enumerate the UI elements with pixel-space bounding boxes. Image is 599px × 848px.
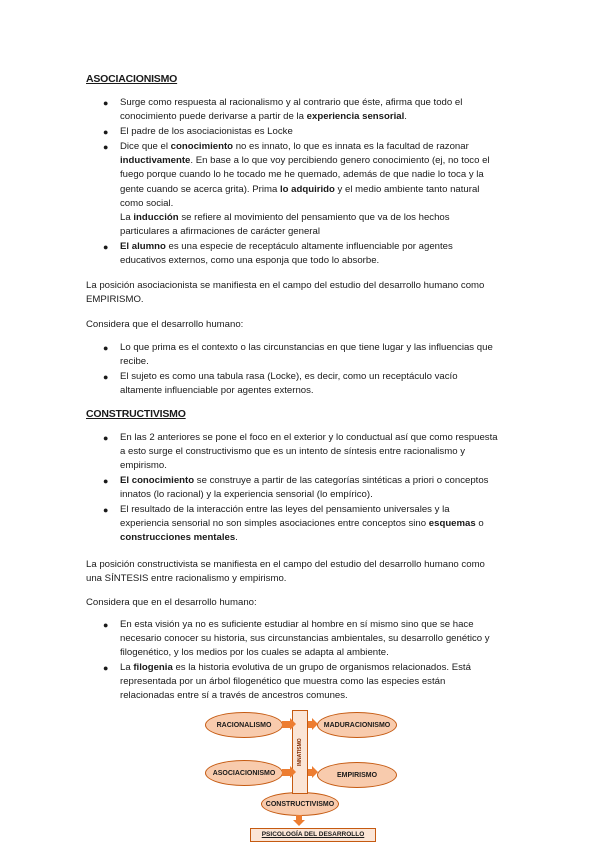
node-racionalismo: RACIONALISMO: [205, 712, 283, 738]
list-item: [120, 474, 520, 502]
text-line: recibe.: [120, 356, 149, 368]
arrow-right: [282, 721, 290, 728]
node-maduracionismo: MADURACIONISMO: [317, 712, 397, 738]
arrow-right: [308, 769, 312, 776]
text-line: particulares a afirmaciones de carácter general: [120, 226, 320, 238]
text-line: La posición asociacionista se manifiesta en el campo del estudio del desarrollo humano como: [86, 280, 485, 291]
list-item: [120, 370, 520, 398]
bold-term: El alumno: [120, 241, 166, 252]
list-item: [120, 341, 520, 369]
paragraph: Considera que el desarrollo humano:: [86, 319, 244, 330]
list-item: [120, 96, 520, 124]
paragraph: [86, 558, 526, 586]
bullet-dot: ●: [103, 433, 109, 443]
bold-term: construcciones mentales: [120, 532, 236, 544]
text-span: se refiere al movimiento del pensamiento que va de los hechos: [178, 212, 450, 224]
bullet-dot: ●: [103, 476, 109, 486]
text-span: Dice que el: [120, 141, 171, 152]
section-title-asociacionismo: ASOCIACIONISMO: [86, 73, 178, 85]
bold-term: filogenia: [133, 662, 173, 673]
text-line: como social.: [120, 197, 174, 209]
text-span: .: [404, 111, 407, 123]
text-span: . En base a lo que voy percibiendo genero conocimiento (ej, no toco el: [190, 155, 490, 167]
text-line: una SÍNTESIS entre racionalismo y empirismo.: [86, 573, 287, 584]
bold-term: inductivamente: [120, 155, 191, 167]
bullet-dot: ●: [103, 505, 109, 515]
text-line: representada por un árbol filogenético que muestra como las especies están: [120, 676, 446, 688]
bullet-dot: ●: [103, 663, 109, 673]
arrow-right: [308, 721, 312, 728]
diagram-footer: PSICOLOGÍA DEL DESARROLLO: [250, 828, 376, 842]
text-span: gente cuando se acerca grita). Prima: [120, 183, 280, 195]
text-line: educativos externos, como una esponja que todo lo absorbe.: [120, 255, 380, 267]
text-line: a esto surge el constructivismo que es un intento de síntesis entre racionalismo y: [120, 446, 466, 458]
node-asociacionismo: ASOCIACIONISMO: [205, 760, 283, 786]
bold-term: El conocimiento: [120, 475, 195, 486]
paragraph: Considera que en el desarrollo humano:: [86, 597, 257, 608]
text-line: En las 2 anteriores se pone el foco en el exterior y lo conductual así que como respuesta: [120, 432, 498, 443]
arrow-down: [296, 815, 302, 820]
bold-term: lo adquirido: [279, 183, 335, 195]
list-item: [120, 125, 520, 139]
psychology-diagram: [205, 708, 395, 848]
bullet-dot: ●: [103, 127, 109, 137]
text-span: .: [235, 532, 238, 544]
text-line: El padre de los asociacionistas es Locke: [120, 126, 293, 137]
bullet-dot: ●: [103, 343, 109, 353]
text-span: o: [475, 518, 484, 530]
bullet-dot: ●: [103, 620, 109, 630]
text-line: El sujeto es como una tabula rasa (Locke), es decir, como un receptáculo vacío: [120, 371, 458, 382]
text-span: La: [120, 212, 134, 224]
text-line: El resultado de la interacción entre las leyes del pensamiento universales y la: [120, 504, 450, 515]
text-line: altamente influenciable por agentes externos.: [120, 385, 314, 397]
text-line: fuego porque cuando lo he tocado me he quemado, además de que nadie lo toca y la: [120, 169, 484, 181]
bold-term: experiencia sensorial: [306, 111, 405, 123]
bold-term: esquemas: [428, 518, 476, 530]
text-line: La posición constructivista se manifiesta en el campo del estudio del desarrollo humano como: [86, 559, 485, 570]
list-item: [120, 240, 520, 268]
bullet-dot: ●: [103, 98, 109, 108]
section-title-constructivismo: CONSTRUCTIVISMO: [86, 408, 186, 420]
bullet-dot: ●: [103, 142, 109, 152]
text-span: no es innato, lo que es innata es la facultad de razonar: [233, 141, 469, 152]
text-line: Surge como respuesta al racionalismo y al contrario que éste, afirma que todo el: [120, 97, 463, 108]
text-line: En esta visión ya no es suficiente estudiar al hombre en sí mismo sino que se hace: [120, 619, 474, 630]
bullet-dot: ●: [103, 242, 109, 252]
text-line: innatos (lo racional) y la experiencia sensorial (lo empírico).: [120, 489, 373, 501]
text-line: necesario conocer su historia, sus circunstancias ambientales, su desarrollo genético y: [120, 633, 490, 645]
list-item: [120, 661, 520, 704]
text-line: empirismo.: [120, 460, 167, 472]
text-span: La: [120, 662, 134, 673]
bullet-dot: ●: [103, 372, 109, 382]
text-line: filogenético, y los medios por los cuales se adapta al ambiente.: [120, 647, 389, 659]
node-empirismo: EMPIRISMO: [317, 762, 397, 788]
text-span: se construye a partir de las categorías sintéticas a priori o conceptos: [194, 475, 489, 486]
text-line: Lo que prima es el contexto o las circunstancias en que tiene lugar y las influencias que: [120, 342, 493, 353]
text-span: es una especie de receptáculo altamente influenciable por agentes: [165, 241, 453, 252]
text-span: experiencia sensorial no son simples asociaciones entre conceptos sino: [120, 518, 429, 530]
list-item: [120, 431, 520, 474]
bold-term: inducción: [133, 212, 179, 224]
bold-term: conocimiento: [170, 141, 234, 152]
text-span: conocimiento puede derivarse a partir de la: [120, 111, 307, 123]
vertical-label: INNATISMO: [292, 710, 308, 794]
text-span: y el medio ambiente tanto natural: [334, 183, 480, 195]
text-line: EMPIRISMO.: [86, 294, 144, 305]
list-item: [120, 618, 520, 661]
list-item: [120, 140, 520, 239]
text-span: es la historia evolutiva de un grupo de organismos relacionados. Está: [172, 662, 471, 673]
arrow-right: [282, 769, 290, 776]
paragraph: [86, 279, 526, 307]
node-constructivismo: CONSTRUCTIVISMO: [261, 792, 339, 816]
list-item: [120, 503, 520, 546]
text-line: relacionadas entre sí a través de ancestros comunes.: [120, 690, 348, 702]
